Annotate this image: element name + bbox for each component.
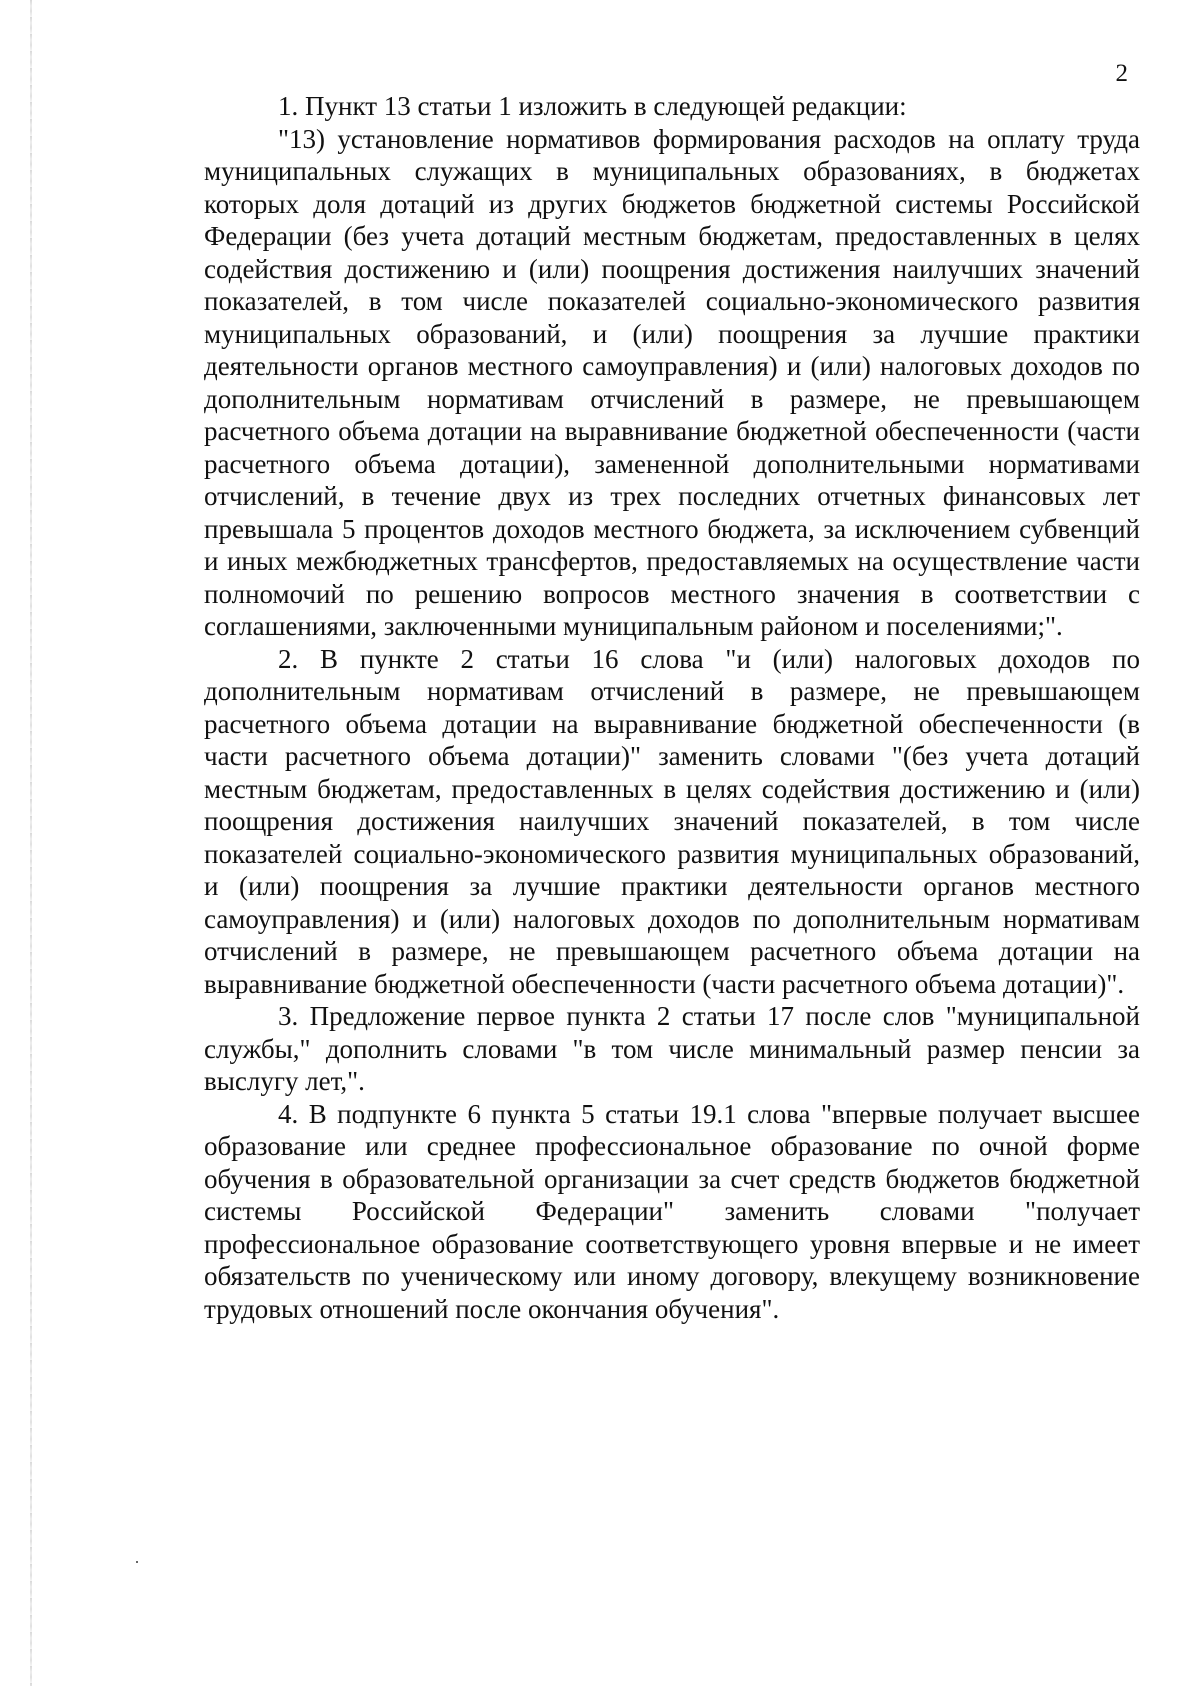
paragraph-2: 2. В пункте 2 статьи 16 слова "и (или) налоговых доходов по дополнительным нормативам отчислений в размере, не превышающем расчетного объема дотации на выравнивание бюджетной обеспеченности (в части расчетного объема дотации)" заменить словами "(без учета дотаций местным бюджетам, предоставленных в целях содействия достижению и (или) поощрения достижения наилучших значений показателей, в том числе показателей социально-экономического развития муниципальных образований, и (или) поощрения за лучшие практики деятельности органов местного самоуправления) и (или) налоговых доходов по дополнительным нормативам отчислений в размере, не превышающем расчетного объема дотации на выравнивание бюджетной обеспеченности (части расчетного объема дотации)". (204, 643, 1140, 999)
paragraph-1-amendment-text: "13) установление нормативов формирования расходов на оплату труда муниципальных служащих в муниципальных образованиях, в бюджетах которых доля дотаций из других бюджетов бюджетной системы Российской Федерации (без учета дотаций местным бюджетам, предоставленных в целях содействия достижению и (или) поощрения достижения наилучших значений показателей, в том числе показателей социально-экономического развития муниципальных образований, и (или) поощрения за лучшие практики деятельности органов местного самоуправления) и (или) налоговых доходов по дополнительным нормативам отчислений в размере, не превышающем расчетного объема дотации на выравнивание бюджетной обеспеченности (части расчетного объема дотации), замененной дополнительными нормативами отчислений, в течение двух из трех последних отчетных финансовых лет превышала 5 процентов доходов местного бюджета, за исключением субвенций и иных межбюджетных трансфертов, предоставляемых на осуществление части полномочий по решению вопросов местного значения в соответствии с соглашениями, заключенными муниципальным районом и поселениями;". (204, 123, 1140, 641)
scan-edge-shadow (30, 0, 32, 1686)
paragraph-4: 4. В подпункте 6 пункта 5 статьи 19.1 слова "впервые получает высшее образование или среднее профессиональное образование по очной форме обучения в образовательной организации за счет средств бюджетов бюджетной системы Российской Федерации" заменить словами "получает профессиональное образование соответствующего уровня впервые и не имеет обязательств по ученическому или иному договору, влекущему возникновение трудовых отношений после окончания обучения". (204, 1098, 1140, 1324)
scan-speck (136, 1561, 138, 1563)
document-body (204, 90, 1140, 1325)
paragraph-3: 3. Предложение первое пункта 2 статьи 17 после слов "муниципальной службы," дополнить словами "в том числе минимальный размер пенсии за выслугу лет,". (204, 1001, 1140, 1096)
paragraph-1-intro: 1. Пункт 13 статьи 1 изложить в следующей редакции: (278, 91, 907, 121)
page-number: 2 (1115, 60, 1128, 87)
